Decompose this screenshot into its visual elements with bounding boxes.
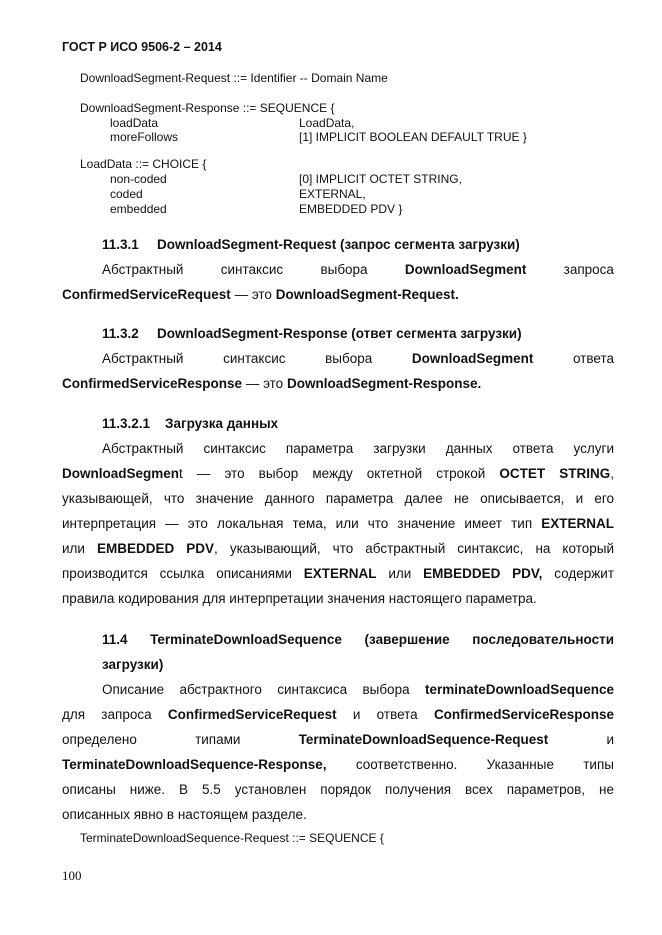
code-response-line: DownloadSegment-Response ::= SEQUENCE {	[80, 101, 335, 115]
term: EMBEDDED PDV,	[423, 566, 543, 581]
text: содержит	[542, 566, 615, 581]
paragraph-line	[62, 566, 614, 581]
section-title: загрузки)	[102, 657, 164, 672]
paragraph-line	[62, 516, 614, 531]
term: ConfirmedServiceResponse	[62, 376, 243, 391]
section-title: DownloadSegment-Request (запрос сегмента загрузки)	[157, 237, 520, 252]
paragraph-line	[102, 262, 614, 277]
paragraph-line	[62, 757, 614, 772]
word: Абстрактный	[102, 262, 184, 277]
word: выбора	[325, 351, 373, 366]
paragraph-line	[102, 682, 614, 697]
paragraph-line	[62, 287, 459, 302]
term: EXTERNAL	[303, 566, 377, 581]
document-header: ГОСТ Р ИСО 9506-2 – 2014	[62, 40, 222, 54]
term: DownloadSegment	[411, 351, 534, 366]
word: и	[606, 732, 614, 747]
paragraph-line	[62, 707, 614, 722]
term: EXTERNAL	[541, 516, 614, 531]
code-type: [0] IMPLICIT OCTET STRING,	[299, 172, 462, 186]
section-title: 11.4 TerminateDownloadSequence (завершение последовательности	[102, 632, 614, 647]
code-type: EXTERNAL,	[299, 187, 366, 201]
term: DownloadSegment-Response.	[286, 376, 482, 391]
text: и ответа	[336, 707, 434, 722]
paragraph-line	[62, 376, 481, 391]
text: — это	[242, 376, 287, 391]
text: интерпретация — это локальная тема, или что значение имеет тип	[62, 516, 542, 531]
text: или	[376, 566, 424, 581]
paragraph-line	[62, 732, 614, 747]
text: ,	[610, 466, 614, 481]
term: ConfirmedServiceResponse	[433, 707, 614, 722]
word: Указанные	[486, 757, 554, 772]
paragraph-line: Абстрактный синтаксис параметра загрузки данных ответа услуги	[102, 441, 614, 456]
paragraph-line	[62, 541, 614, 556]
paragraph-line: указывающей, что значение данного параметра далее не описывается, и его	[62, 491, 614, 506]
word: типы	[583, 757, 614, 772]
code-field: loadData	[110, 116, 159, 130]
code-line: TerminateDownloadSequence-Request ::= SEQUENCE {	[80, 831, 384, 845]
term: DownloadSegment-Request.	[275, 287, 459, 302]
page-number: 100	[62, 868, 82, 883]
section-title: DownloadSegment-Response (ответ сегмента загрузки)	[157, 326, 522, 341]
word: синтаксис	[220, 262, 284, 277]
word: ответа	[572, 351, 614, 366]
word: синтаксис	[223, 351, 286, 366]
word: запроса	[563, 262, 614, 277]
word: Абстрактный	[102, 351, 184, 366]
code-choice-line: LoadData ::= CHOICE {	[80, 157, 207, 171]
word: соответственно.	[355, 757, 458, 772]
section-number: 11.3.1	[102, 237, 139, 252]
text: t — это выбор между октетной строкой	[179, 466, 500, 481]
word: выбора	[320, 262, 368, 277]
term: TerminateDownloadSequence-Response,	[62, 757, 327, 772]
section-number: 11.3.2	[102, 326, 139, 341]
code-field: embedded	[110, 202, 167, 216]
code-type: EMBEDDED PDV }	[299, 202, 403, 216]
paragraph-line: описаны ниже. В 5.5 установлен порядок получения всех параметров, не	[62, 782, 614, 797]
term: DownloadSegment	[404, 262, 527, 277]
word: типами	[195, 732, 241, 747]
code-type: [1] IMPLICIT BOOLEAN DEFAULT TRUE }	[299, 130, 527, 144]
text: для запроса	[62, 707, 168, 722]
term: TerminateDownloadSequence-Request	[298, 732, 549, 747]
code-field: moreFollows	[110, 130, 179, 144]
section-number: 11.3.2.1	[102, 416, 151, 431]
text: — это	[230, 287, 276, 302]
code-request-line: DownloadSegment-Request ::= Identifier -- Domain Name	[80, 71, 388, 85]
term: DownloadSegmen	[62, 466, 180, 481]
paragraph-line	[62, 466, 614, 481]
term: ConfirmedServiceRequest	[167, 707, 337, 722]
code-field: coded	[110, 187, 143, 201]
paragraph-line: описанных явно в настоящем разделе.	[62, 807, 307, 822]
code-type: LoadData,	[299, 116, 355, 130]
term: OCTET STRING	[499, 466, 611, 481]
word: определено	[62, 732, 137, 747]
text: или	[62, 541, 97, 556]
text: , указывающий, что абстрактный синтаксис, на который	[214, 541, 614, 556]
section-title: Загрузка данных	[165, 416, 279, 431]
term: EMBEDDED PDV	[97, 541, 215, 556]
term: terminateDownloadSequence	[424, 682, 614, 697]
paragraph-line	[102, 351, 614, 366]
code-field: non-coded	[110, 172, 167, 186]
paragraph-line: правила кодирования для интерпретации значения настоящего параметра.	[62, 591, 537, 606]
term: ConfirmedServiceRequest	[62, 287, 231, 302]
text: производится ссылка описаниями	[62, 566, 304, 581]
text: Описание абстрактного синтаксиса выбора	[102, 682, 425, 697]
